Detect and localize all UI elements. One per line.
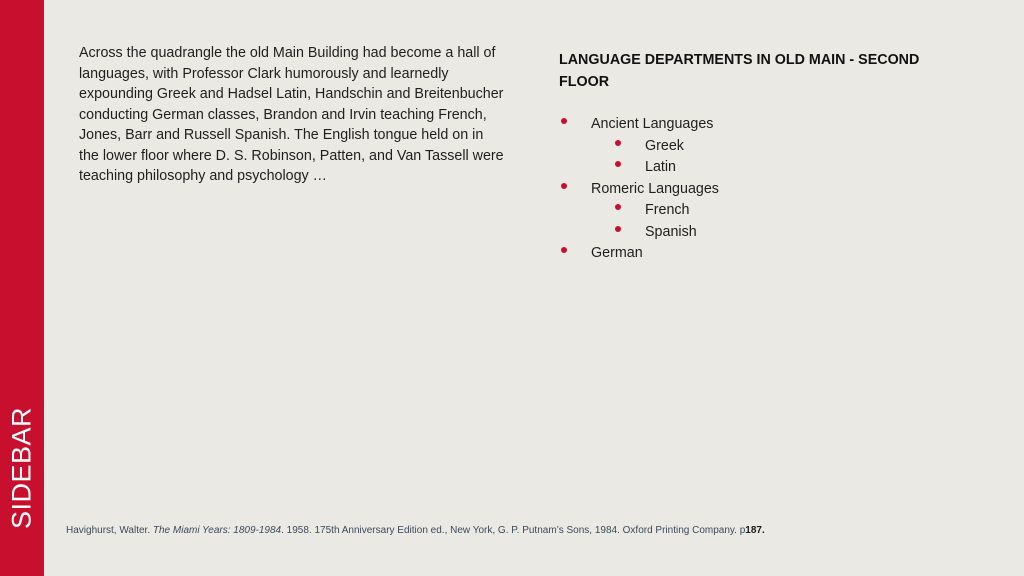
list-item-label: Greek (645, 137, 684, 154)
list-item-label: Spanish (645, 223, 697, 240)
list-item-spanish (559, 222, 959, 244)
list-item-latin (559, 157, 959, 179)
list-item-label: Romeric Languages (591, 180, 719, 197)
citation-details: . 1958. 175th Anniversary Edition ed., New York, G. P. Putnam’s Sons, 1984. Oxford Printing Company. p (281, 525, 746, 536)
sidebar-bar (0, 0, 44, 576)
bullet-icon (561, 183, 567, 189)
list-item-label: German (591, 245, 643, 261)
bullet-icon (615, 226, 621, 232)
bullet-icon (615, 204, 621, 210)
list-item-label: French (645, 202, 690, 218)
citation-author: Havighurst, Walter. (66, 525, 153, 536)
citation-book-title: The Miami Years: 1809-1984 (152, 525, 282, 536)
bullet-icon (561, 118, 567, 124)
list-item-french (559, 200, 959, 222)
list-item-ancient-languages (559, 114, 959, 136)
list-item-label: Latin (645, 159, 677, 175)
list-item-greek (559, 136, 959, 158)
citation (66, 524, 966, 538)
bullet-icon (615, 161, 621, 167)
list-item-romeric-languages (559, 179, 959, 201)
citation-page-number: 187. (745, 525, 765, 536)
departments-list (559, 114, 959, 265)
bullet-icon (561, 247, 567, 253)
departments-heading: LANGUAGE DEPARTMENTS IN OLD MAIN - SECOND FLOOR (559, 52, 920, 90)
bullet-icon (615, 140, 621, 146)
list-item-label: Ancient Languages (591, 116, 714, 132)
body-paragraph: Across the quadrangle the old Main Building had become a hall of languages, with Professor Clark humorously and learnedly expounding Greek and Hadsel Latin, Handschin and Breitenbucher conducting German classes, Brandon and Irvin teaching French, Jones, Barr and Russell Spanish. The English tongue held on in the lower floor where D. S. Robinson, Patten, and Van Tassell were teaching philosophy and psychology … (79, 45, 504, 184)
sidebar-label: SIDEBAR (6, 406, 37, 530)
list-item-german (559, 243, 959, 265)
